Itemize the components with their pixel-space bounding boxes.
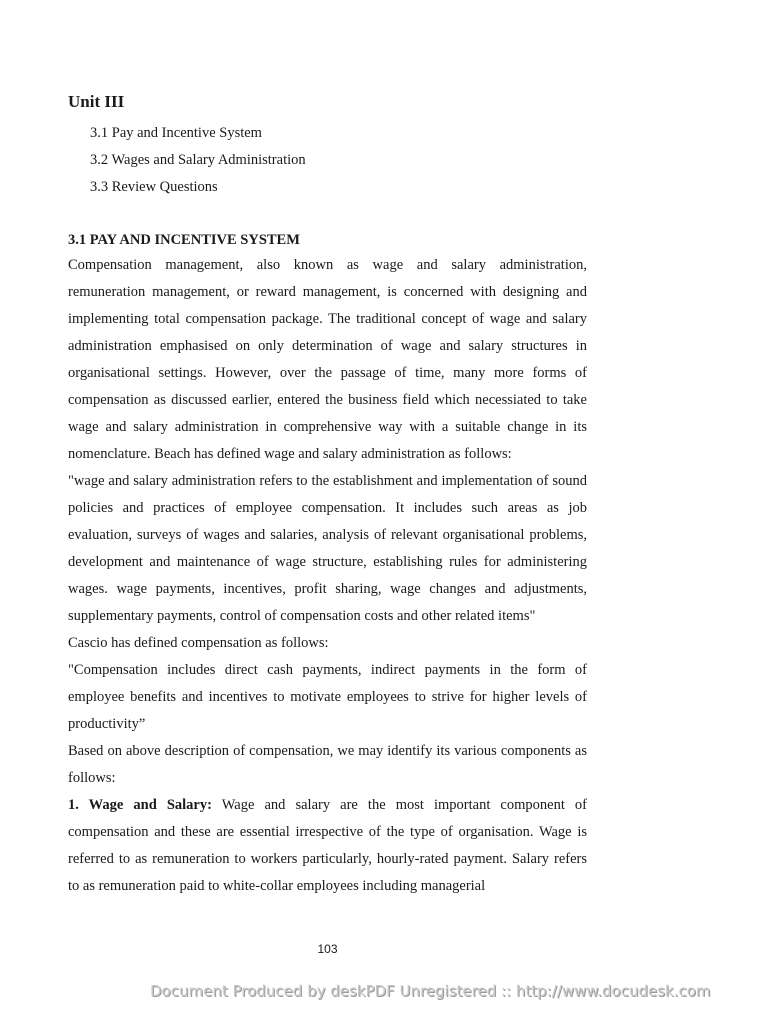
paragraph: Based on above description of compensation, we may identify its various components as follows: bbox=[68, 743, 587, 786]
component-paragraph bbox=[68, 792, 587, 900]
toc-item: 3.3 Review Questions bbox=[90, 179, 218, 195]
paragraph: Cascio has defined compensation as follows: bbox=[68, 635, 329, 651]
toc-item: 3.2 Wages and Salary Administration bbox=[90, 152, 306, 168]
paragraph: Compensation management, also known as wage and salary administration, remuneration management, or reward management, is concerned with designing and implementing total compensation package. The traditional concept of wage and salary administration emphasised on only determination of wage and salary structures in organisational settings. However, over the passage of time, many more forms of compensation as discussed earlier, entered the business field which necessiated to take wage and salary administration in comprehensive way with a suitable change in its nomenclature. Beach has defined wage and salary administration as follows: bbox=[68, 257, 587, 462]
unit-title: Unit III bbox=[68, 92, 125, 111]
page-number: 103 bbox=[317, 942, 338, 956]
quote-paragraph: "Compensation includes direct cash payments, indirect payments in the form of employee benefits and incentives to motivate employees to strive for higher levels of productivity” bbox=[68, 662, 587, 732]
component-text: Wage and salary are the most important component of compensation and these are essential irrespective of the type of organisation. Wage is referred to as remuneration to workers particularly, hourly-rated payment. Salary refers to as remuneration paid to white-collar employees including managerial bbox=[68, 797, 587, 894]
table-of-contents bbox=[90, 120, 306, 201]
quote-paragraph: "wage and salary administration refers to the establishment and implementation of sound policies and practices of employee compensation. It includes such areas as job evaluation, surveys of wages and salaries, analysis of relevant organisational problems, development and maintenance of wage structure, establishing rules for administering wages. wage payments, incentives, profit sharing, wage changes and adjustments, supplementary payments, control of compensation costs and other related items" bbox=[68, 473, 587, 624]
section-heading: 3.1 PAY AND INCENTIVE SYSTEM bbox=[68, 232, 300, 248]
watermark: Document Produced by deskPDF Unregistered :: http://www.docudesk.com bbox=[150, 982, 711, 1000]
component-label: 1. Wage and Salary: bbox=[68, 797, 212, 813]
section-body bbox=[68, 252, 587, 900]
toc-item: 3.1 Pay and Incentive System bbox=[90, 125, 262, 141]
